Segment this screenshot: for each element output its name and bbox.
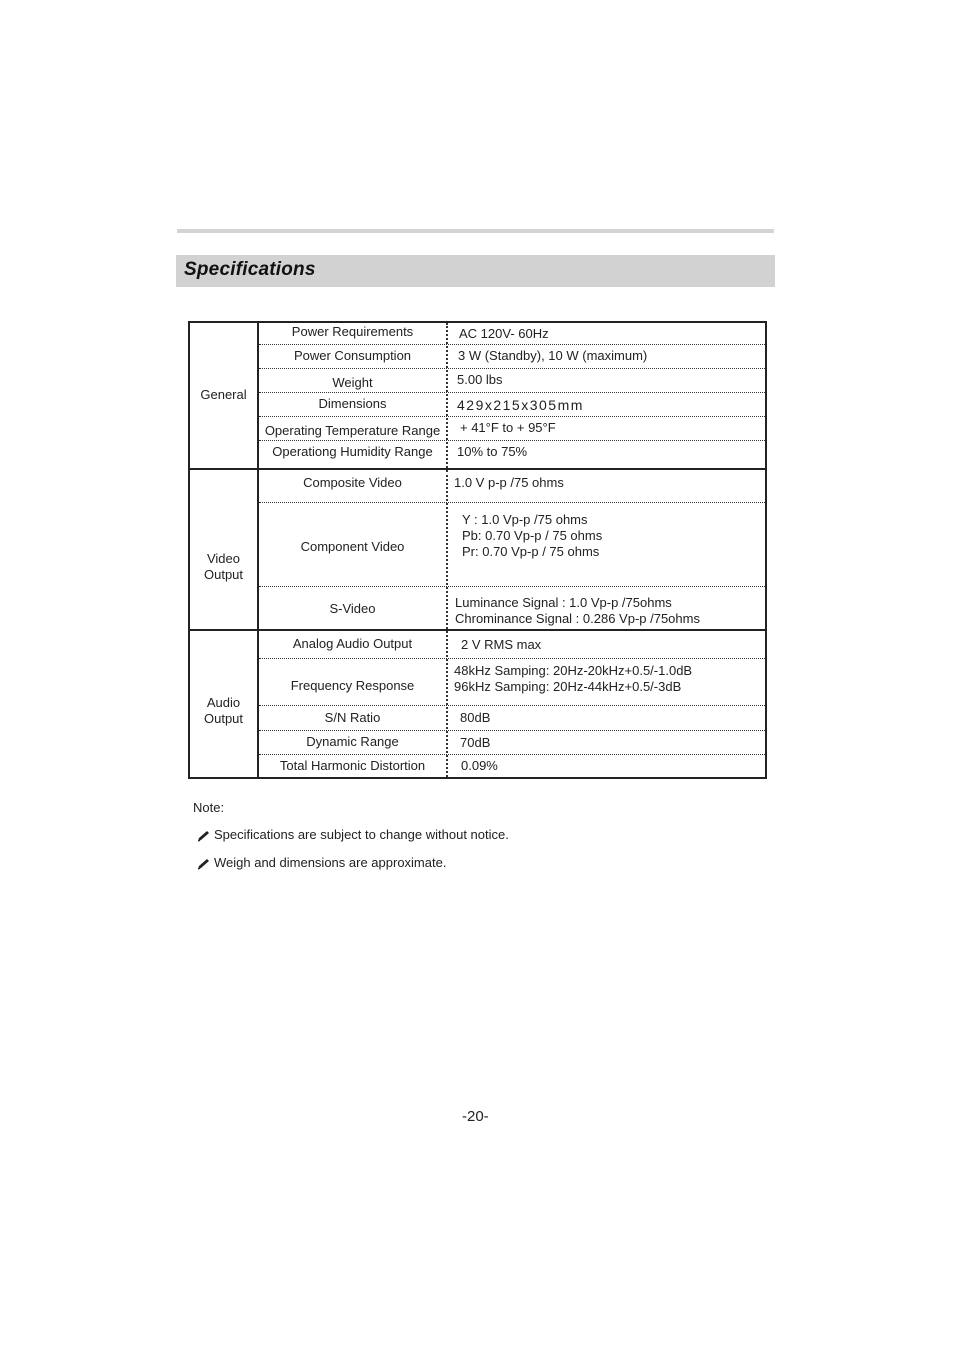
row-value: 3 W (Standby), 10 W (maximum) bbox=[458, 348, 648, 363]
row-divider bbox=[259, 344, 765, 345]
row-divider bbox=[259, 368, 765, 369]
row-label: Component Video bbox=[300, 539, 405, 554]
note-item bbox=[197, 855, 446, 870]
top-divider bbox=[177, 229, 774, 233]
row-label: Total Harmonic Distortion bbox=[279, 758, 426, 773]
row-value: 10% to 75% bbox=[457, 444, 528, 459]
row-divider bbox=[259, 658, 765, 659]
group-divider bbox=[188, 629, 767, 631]
group-label-video-output: Video Output bbox=[203, 551, 244, 582]
row-value: 48kHz Samping: 20Hz-20kHz+0.5/-1.0dB 96kHz Samping: 20Hz-44kHz+0.5/-3dB bbox=[454, 663, 693, 694]
value-column-divider bbox=[446, 631, 448, 777]
row-label: Dynamic Range bbox=[306, 734, 399, 749]
row-label: S-Video bbox=[329, 601, 376, 616]
row-value: 80dB bbox=[460, 710, 491, 725]
row-divider bbox=[259, 586, 765, 587]
note-item bbox=[197, 827, 509, 842]
row-divider bbox=[259, 502, 765, 503]
page-title: Specifications bbox=[184, 259, 316, 280]
row-label: Power Consumption bbox=[293, 348, 412, 363]
group-label-general: General bbox=[200, 387, 247, 402]
row-value: Luminance Signal : 1.0 Vp-p /75ohms Chrominance Signal : 0.286 Vp-p /75ohms bbox=[455, 595, 700, 626]
note-text: Weigh and dimensions are approximate. bbox=[214, 855, 447, 870]
row-value: 2 V RMS max bbox=[461, 637, 542, 652]
row-label: Operationg Humidity Range bbox=[272, 444, 433, 459]
row-value: 0.09% bbox=[461, 758, 498, 773]
row-divider bbox=[259, 416, 765, 417]
row-value: 5.00 lbs bbox=[457, 372, 503, 387]
value-column-divider bbox=[446, 470, 448, 629]
row-value: 70dB bbox=[460, 735, 491, 750]
row-divider bbox=[259, 705, 765, 706]
row-divider bbox=[259, 730, 765, 731]
pencil-icon bbox=[197, 830, 211, 842]
row-label: Weight bbox=[332, 375, 373, 390]
row-label: Analog Audio Output bbox=[292, 636, 413, 651]
row-divider bbox=[259, 440, 765, 441]
row-value: + 41°F to + 95°F bbox=[460, 420, 556, 435]
group-label-audio-output: Audio Output bbox=[203, 695, 244, 726]
row-label: Operating Temperature Range bbox=[264, 423, 441, 438]
row-value: 429x215x305mm bbox=[457, 397, 584, 413]
row-divider bbox=[259, 392, 765, 393]
row-value: AC 120V- 60Hz bbox=[459, 326, 549, 341]
section-title-bar bbox=[176, 255, 775, 287]
row-label: Composite Video bbox=[303, 475, 402, 490]
row-label: S/N Ratio bbox=[324, 710, 381, 725]
row-value: Y : 1.0 Vp-p /75 ohms Pb: 0.70 Vp-p / 75 ohms Pr: 0.70 Vp-p / 75 ohms bbox=[462, 512, 603, 559]
row-divider bbox=[259, 754, 765, 755]
row-label: Dimensions bbox=[318, 396, 387, 411]
group-divider bbox=[188, 468, 767, 470]
row-value: 1.0 V p-p /75 ohms bbox=[454, 475, 564, 490]
note-text: Specifications are subject to change without notice. bbox=[214, 827, 509, 842]
row-label: Frequency Response bbox=[290, 678, 415, 693]
page-number: -20- bbox=[462, 1108, 489, 1125]
notes-title: Note: bbox=[193, 800, 225, 815]
specifications-table bbox=[188, 321, 767, 779]
pencil-icon bbox=[197, 858, 211, 870]
row-label: Power Requirements bbox=[291, 324, 414, 339]
